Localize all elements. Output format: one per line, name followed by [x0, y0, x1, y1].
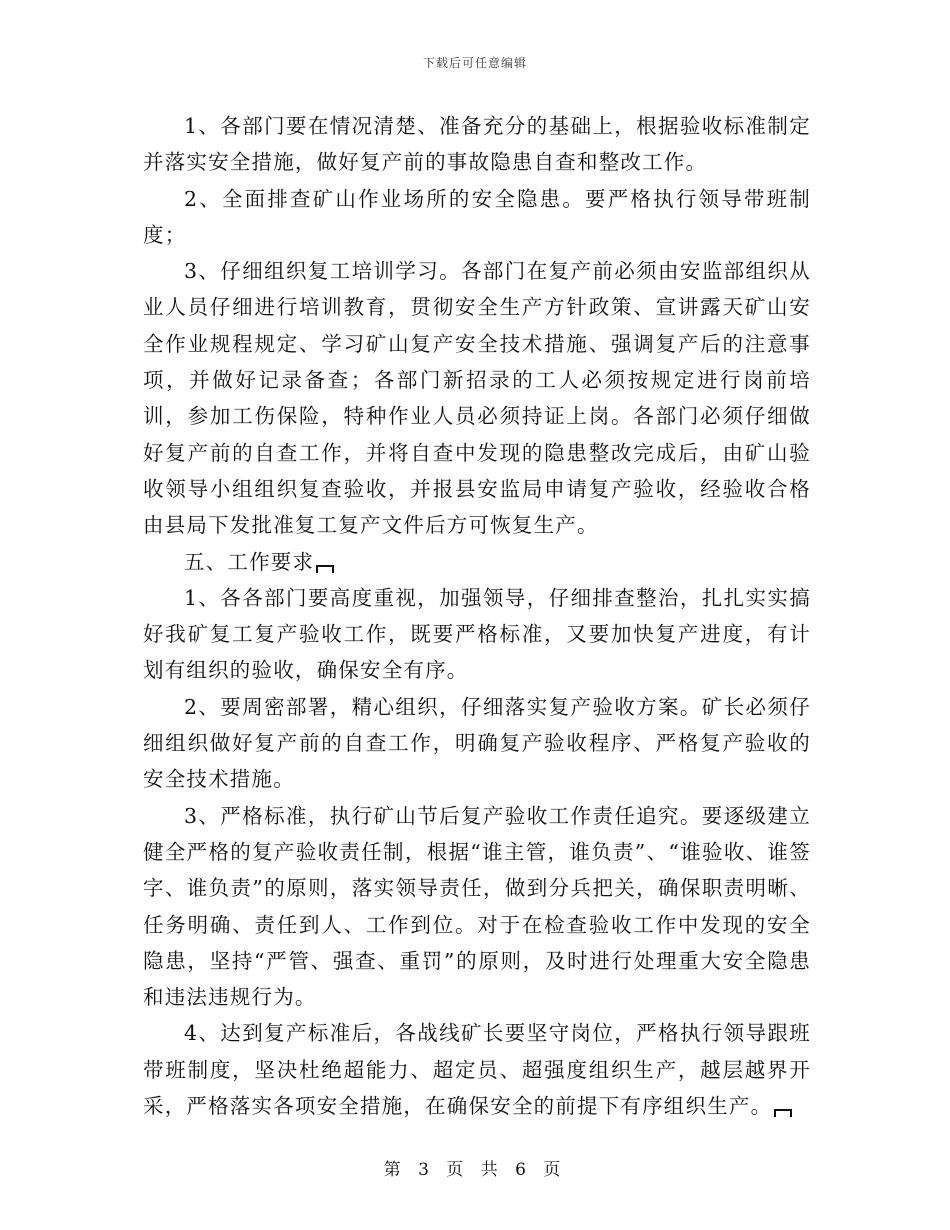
paragraph-item-3 [143, 253, 811, 543]
paragraph-text: 2、全面排查矿山作业场所的安全隐患。要严格执行领导带班制度； [143, 186, 811, 247]
paragraph-text: 3、仔细组织复工培训学习。各部门在复产前必须由安监部组织从业人员仔细进行培训教育，贯彻安全生产方针政策、宣讲露天矿山安全作业规程规定、学习矿山复产安全技术措施、强调复产后的注意事项，并做好记录备查；各部门新招录的工人必须按规定进行岗前培训，参加工伤保险，特种作业人员必须持证上岗。各部门必须仔细做好复产前的自查工作，并将自查中发现的隐患整改完成后，由矿山验收领导小组组织复查验收，并报县安监局申请复产验收，经验收合格由县局下发批准复工复产文件后方可恢复生产。 [143, 259, 811, 538]
paragraph-text: 1、各各部门要高度重视，加强领导，仔细排查整治，扎扎实实搞好我矿复工复产验收工作，既要严格标准，又要加快复产进度，有计划有组织的验收，确保安全有序。 [143, 585, 811, 683]
paragraph-text: 1、各部门要在情况清楚、准备充分的基础上，根据验收标准制定并落实安全措施，做好复产前的事故隐患自查和整改工作。 [143, 114, 811, 175]
paragraph-text: 3、严格标准，执行矿山节后复产验收工作责任追究。要逐级建立健全严格的复产验收责任制，根据“谁主管，谁负责”、“谁验收、谁签字、谁负责”的原则，落实领导责任，做到分兵把关，确保职责明晰、任务明确、责任到人、工作到位。对于在检查验收工作中发现的安全隐患，坚持“严管、强查、重罚”的原则，及时进行处理重大安全隐患和违法违规行为。 [143, 803, 811, 1010]
paragraph-text: 2、要周密部署，精心组织，仔细落实复产验收方案。矿长必须仔细组织做好复产前的自查工作，明确复产验收程序、严格复产验收的安全技术措施。 [143, 694, 811, 792]
return-mark-icon [774, 1109, 792, 1117]
paragraph-item-4 [143, 580, 811, 689]
paragraph-item-5 [143, 689, 811, 798]
paragraph-item-2 [143, 181, 811, 254]
section-heading-text: 五、工作要求 [184, 549, 315, 574]
return-mark-icon [316, 565, 334, 573]
paragraph-item-7 [143, 1015, 811, 1124]
section-heading [143, 544, 811, 580]
document-body [143, 108, 811, 1124]
paragraph-text: 4、达到复产标准后，各战线矿长要坚守岗位，严格执行领导跟班带班制度，坚决杜绝超能力、超定员、超强度组织生产，越层越界开采，严格落实各项安全措施，在确保安全的前提下有序组织生产。 [143, 1021, 811, 1119]
header-note: 下载后可任意编辑 [422, 56, 527, 70]
page-number: 第 3 页 共 6 页 [383, 1160, 567, 1180]
paragraph-item-6 [143, 798, 811, 1016]
paragraph-item-1 [143, 108, 811, 181]
